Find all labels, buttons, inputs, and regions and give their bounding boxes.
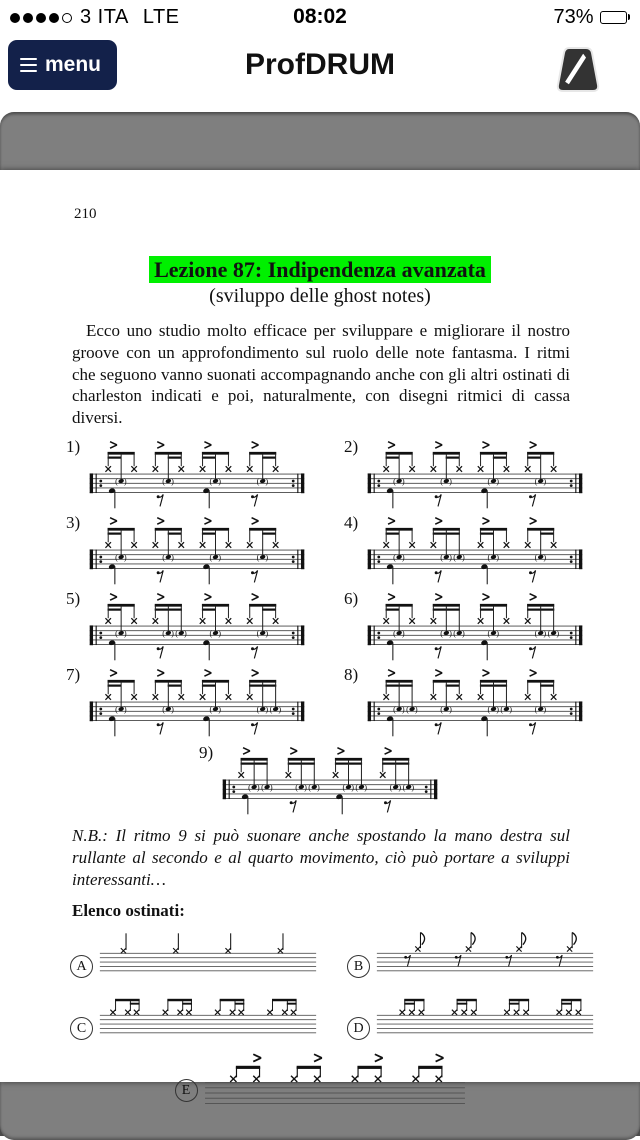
svg-text:): ): [401, 628, 405, 638]
svg-text:(: (: [209, 628, 213, 638]
svg-text:): ): [496, 552, 500, 562]
svg-text:): ): [509, 704, 513, 714]
svg-text:(: (: [534, 628, 538, 638]
ostinato-staff: [204, 1051, 466, 1117]
intro-paragraph: Ecco uno studio molto efficace per sviluppare e migliorare il nostro groove con un approfondimento sul ruolo delle note fantasma. I ritmi che seguono vanno suonati accompagnando anche con gli altri ostinati di charleston indicati e poi, naturalmente, con disegni ritmici di cassa diversi.: [72, 321, 570, 427]
svg-text:(: (: [355, 782, 359, 792]
ostinati-heading: Elenco ostinati:: [72, 901, 185, 921]
svg-text:(: (: [402, 782, 406, 792]
svg-text:): ): [278, 704, 282, 714]
svg-text:): ): [265, 476, 269, 486]
ostinati-grid: [70, 927, 592, 1051]
ostinato-staff: [376, 989, 594, 1045]
ostinato-c: [70, 989, 317, 1051]
svg-text:): ): [543, 476, 547, 486]
svg-text:(: (: [256, 628, 260, 638]
svg-text:(: (: [115, 552, 118, 562]
drum-notation-staff: [364, 513, 586, 589]
svg-text:(: (: [269, 704, 273, 714]
exercise-5: [66, 589, 308, 665]
svg-text:): ): [401, 552, 405, 562]
svg-text:(: (: [393, 476, 396, 486]
svg-text:(: (: [209, 476, 213, 486]
svg-text:(: (: [440, 704, 444, 714]
svg-text:): ): [449, 704, 452, 714]
svg-text:(: (: [308, 782, 312, 792]
svg-text:(: (: [209, 704, 213, 714]
ostinato-e: [0, 1051, 640, 1115]
exercise-8: [344, 665, 586, 741]
svg-text:): ): [265, 552, 269, 562]
svg-text:): ): [123, 476, 127, 486]
status-bar: [0, 0, 640, 34]
svg-text:(: (: [500, 704, 504, 714]
svg-text:): ): [411, 782, 415, 792]
svg-text:): ): [462, 628, 465, 638]
ostinato-letter: E: [175, 1079, 198, 1102]
svg-text:): ): [269, 782, 273, 792]
svg-text:): ): [496, 628, 500, 638]
nota-bene-text: N.B.: Il ritmo 9 si può suonare anche spostando la mano destra sul rullante al secondo e al quarto movimento, ciò può portare a sviluppi interessanti…: [72, 825, 570, 889]
drum-notation-staff: [364, 437, 586, 513]
drum-notation-staff: [219, 743, 441, 819]
svg-text:): ): [123, 628, 127, 638]
drum-notation-staff: [86, 589, 308, 665]
battery-percent-label: 73%: [553, 5, 594, 28]
svg-text:(: (: [162, 628, 166, 638]
exercise-9: [0, 743, 640, 819]
svg-text:): ): [351, 782, 355, 792]
ostinato-d: [347, 989, 594, 1051]
svg-text:(: (: [487, 628, 491, 638]
metronome-logo-icon[interactable]: [552, 42, 604, 96]
svg-text:): ): [543, 704, 547, 714]
battery-icon: [600, 11, 631, 24]
svg-text:): ): [265, 628, 269, 638]
exercise-label: 3): [66, 512, 81, 532]
network-type-label: LTE: [142, 5, 180, 28]
exercise-label: 2): [344, 436, 359, 456]
svg-text:(: (: [487, 552, 491, 562]
svg-text:): ): [218, 704, 222, 714]
svg-text:(: (: [440, 552, 444, 562]
exercise-label: 6): [344, 588, 359, 608]
ostinato-staff: [99, 989, 317, 1045]
svg-text:): ): [462, 552, 465, 562]
pdf-page: [0, 170, 640, 1098]
svg-text:(: (: [248, 782, 251, 792]
svg-text:): ): [171, 704, 174, 714]
exercise-label: 4): [344, 512, 359, 532]
svg-text:): ): [543, 552, 547, 562]
svg-text:(: (: [115, 628, 118, 638]
ostinato-b: [347, 927, 594, 989]
svg-text:(: (: [453, 552, 457, 562]
exercise-grid: [66, 437, 584, 741]
svg-text:(: (: [440, 476, 444, 486]
drum-notation-staff: [86, 437, 308, 513]
app-title: ProfDRUM: [245, 48, 395, 81]
svg-text:(: (: [256, 704, 260, 714]
lesson-subtitle: (sviluppo delle ghost notes): [209, 285, 431, 307]
ostinato-letter: A: [70, 955, 93, 978]
svg-text:): ): [184, 628, 187, 638]
svg-text:(: (: [393, 552, 396, 562]
svg-text:(: (: [393, 628, 396, 638]
svg-text:(: (: [342, 782, 346, 792]
svg-text:(: (: [393, 704, 396, 714]
svg-text:): ): [401, 476, 405, 486]
exercise-label: 9): [199, 742, 214, 762]
svg-text:): ): [556, 628, 560, 638]
svg-text:): ): [123, 552, 127, 562]
svg-text:(: (: [162, 476, 166, 486]
svg-text:): ): [543, 628, 547, 638]
svg-text:(: (: [175, 628, 179, 638]
svg-text:(: (: [162, 552, 166, 562]
lesson-title: [0, 257, 640, 283]
svg-text:): ): [256, 782, 260, 792]
svg-text:(: (: [295, 782, 299, 792]
ostinato-staff: [99, 927, 317, 983]
svg-text:): ): [171, 476, 174, 486]
svg-text:(: (: [389, 782, 393, 792]
svg-text:): ): [449, 552, 452, 562]
svg-text:(: (: [209, 552, 213, 562]
svg-text:(: (: [534, 476, 538, 486]
menu-button-label: menu: [45, 53, 102, 76]
svg-text:(: (: [406, 704, 409, 714]
exercise-1: [66, 437, 308, 513]
exercise-label: 7): [66, 664, 81, 684]
svg-text:): ): [218, 476, 222, 486]
ostinato-a: [70, 927, 317, 989]
clock-label: 08:02: [293, 5, 347, 28]
ostinato-letter: B: [347, 955, 370, 978]
svg-text:): ): [218, 552, 222, 562]
drum-notation-staff: [364, 589, 586, 665]
svg-text:): ): [171, 552, 174, 562]
svg-text:): ): [414, 704, 418, 714]
svg-text:(: (: [115, 704, 118, 714]
exercise-label: 5): [66, 588, 81, 608]
svg-text:): ): [401, 704, 405, 714]
svg-text:): ): [218, 628, 222, 638]
svg-text:(: (: [162, 704, 166, 714]
svg-text:): ): [449, 476, 452, 486]
svg-text:): ): [398, 782, 402, 792]
svg-text:): ): [317, 782, 320, 792]
carrier-label: 3 ITA: [80, 5, 129, 28]
nav-bar: [0, 34, 640, 104]
drum-notation-staff: [86, 665, 308, 741]
exercise-6: [344, 589, 586, 665]
exercise-4: [344, 513, 586, 589]
exercise-3: [66, 513, 308, 589]
exercise-label: 1): [66, 436, 81, 456]
svg-text:): ): [304, 782, 307, 792]
svg-text:): ): [449, 628, 452, 638]
svg-text:): ): [171, 628, 174, 638]
exercise-label: 8): [344, 664, 359, 684]
svg-text:): ): [496, 476, 500, 486]
pdf-viewer[interactable]: [0, 112, 640, 1140]
ostinato-letter: D: [347, 1017, 370, 1040]
svg-text:(: (: [547, 628, 551, 638]
svg-text:(: (: [115, 476, 118, 486]
drum-notation-staff: [86, 513, 308, 589]
drum-notation-staff: [364, 665, 586, 741]
ostinato-staff: [376, 927, 594, 983]
svg-text:): ): [265, 704, 269, 714]
lesson-title-highlight: Lezione 87: Indipendenza avanzata: [149, 256, 491, 283]
ostinato-letter: C: [70, 1017, 93, 1040]
svg-text:(: (: [534, 552, 538, 562]
svg-text:(: (: [440, 628, 444, 638]
svg-text:(: (: [261, 782, 264, 792]
page-number: 210: [74, 206, 97, 222]
svg-text:): ): [364, 782, 368, 792]
svg-text:(: (: [453, 628, 457, 638]
svg-text:): ): [123, 704, 127, 714]
svg-text:(: (: [256, 476, 260, 486]
svg-text:(: (: [487, 704, 491, 714]
exercise-7: [66, 665, 308, 741]
svg-text:(: (: [534, 704, 538, 714]
svg-text:(: (: [256, 552, 260, 562]
svg-text:(: (: [487, 476, 491, 486]
exercise-2: [344, 437, 586, 513]
svg-text:): ): [496, 704, 500, 714]
